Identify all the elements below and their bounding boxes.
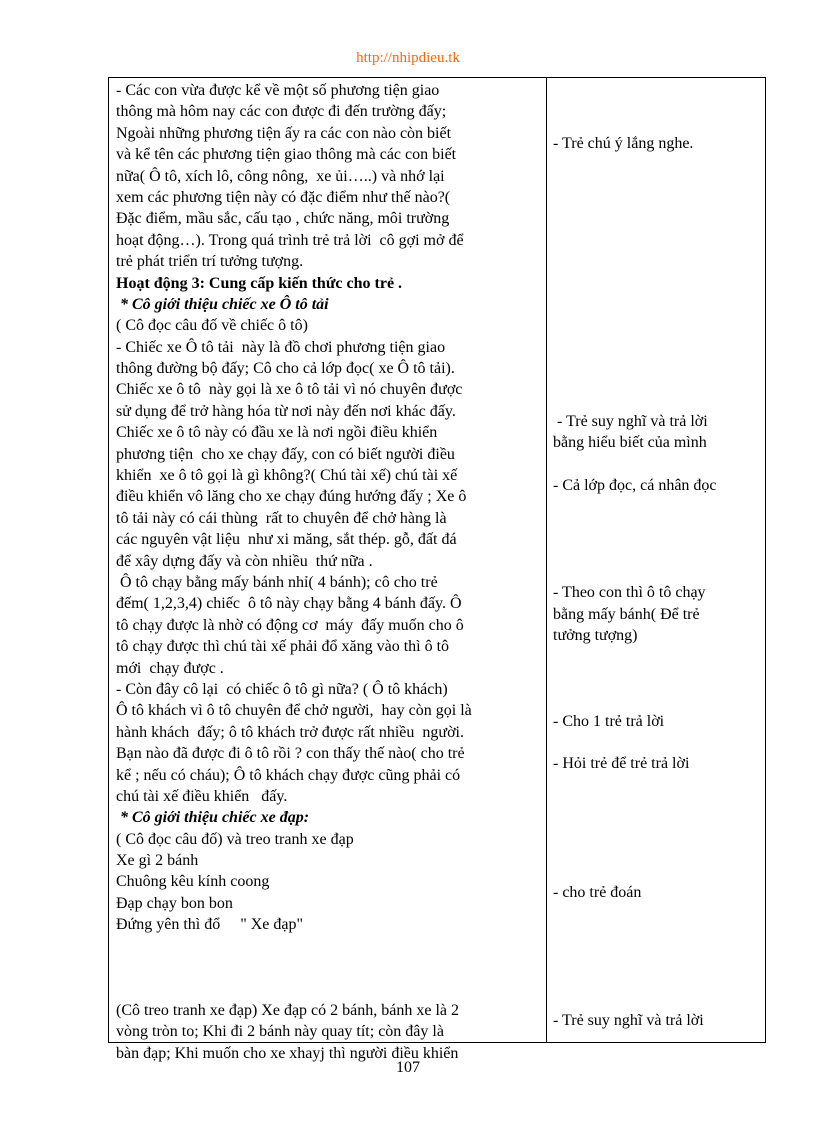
left-text-line: điều khiển vô lăng cho xe chạy đúng hướng đấy ; Xe ô <box>116 488 467 506</box>
left-text-line: và kể tên các phương tiện giao thông mà các con biết <box>116 146 457 164</box>
right-text-line: - cho trẻ đoán <box>553 883 642 901</box>
left-text-line: Chiếc xe ô tô này gọi là xe ô tô tải vì nó chuyên được <box>116 381 463 399</box>
right-text-line: - Trẻ chú ý lắng nghe. <box>553 134 694 152</box>
right-text-line: - Trẻ suy nghĩ và trả lời <box>553 1012 704 1030</box>
right-text-line: bằng mấy bánh( Để trẻ <box>553 605 700 623</box>
header-link[interactable]: http://nhipdieu.tk <box>356 50 460 66</box>
left-text-line: bàn đạp; Khi muốn cho xe xhayj thì người điều khiển <box>116 1044 459 1062</box>
right-text-line: tưởng tượng) <box>553 627 638 644</box>
left-text-line: tô chạy được thì chú tài xế phải đổ xăng vào thì ô tô <box>116 638 450 656</box>
left-text-line <box>116 936 548 957</box>
left-text-line: tô chạy được là nhờ có động cơ máy đấy muốn cho ô <box>116 616 464 634</box>
left-text-line: Chuông kêu kính coong <box>116 873 270 891</box>
left-text-line: hoạt động…). Trong quá trình trẻ trả lời cô gợi mở để <box>116 231 464 249</box>
left-text-line: * Cô giới thiệu chiếc xe đạp: <box>116 809 310 827</box>
right-text-line: bằng hiểu biết của mình <box>553 434 707 452</box>
left-text-line: * Cô giới thiệu chiếc xe Ô tô tải <box>116 295 329 313</box>
left-text-line: Bạn nào đã được đi ô tô rồi ? con thấy thế nào( cho trẻ <box>116 745 465 763</box>
left-text-line: Hoạt động 3: Cung cấp kiến thức cho trẻ . <box>116 274 403 292</box>
left-text-line: - Chiếc xe Ô tô tải này là đồ chơi phương tiện giao <box>116 338 446 356</box>
right-text-line: - Theo con thì ô tô chạy <box>553 584 706 602</box>
left-text-line <box>116 978 548 999</box>
left-text-line: mới chạy được . <box>116 659 224 677</box>
left-text-line: Chiếc xe ô tô này có đầu xe là nơi ngồi điều khiển <box>116 424 438 442</box>
left-text-line: trẻ phát triển trí tưởng tượng. <box>116 253 304 271</box>
left-text-line: chú tài xế điều khiển đấy. <box>116 787 288 805</box>
left-text-line: kể ; nếu có cháu); Ô tô khách chạy được cũng phải có <box>116 766 461 784</box>
left-text-line: nữa( Ô tô, xích lô, công nông, xe ủi…..) và nhớ lại <box>116 167 445 185</box>
left-text-line: các nguyên vật liệu như xi măng, sắt thép. gỗ, đất đá <box>116 531 457 549</box>
right-text-line: - Cả lớp đọc, cá nhân đọc <box>553 477 717 495</box>
left-text-line: thông đường bộ đấy; Cô cho cả lớp đọc( xe Ô tô tải). <box>116 360 455 378</box>
left-text-line: - Còn đây cô lại có chiếc ô tô gì nữa? ( Ô tô khách) <box>116 680 448 698</box>
right-text-line: - Cho 1 trẻ trả lời <box>553 712 665 730</box>
left-text-line: phương tiện cho xe chạy đấy, con có biết người điều <box>116 445 455 463</box>
left-text-line: Ô tô chạy bằng mấy bánh nhỉ( 4 bánh); cô cho trẻ <box>116 573 438 591</box>
right-text-line: - Trẻ suy nghĩ và trả lời <box>553 413 708 430</box>
left-text-line: vòng tròn to; Khi đi 2 bánh này quay tít; còn đây là <box>116 1023 444 1041</box>
left-text-line: Xe gì 2 bánh <box>116 852 199 870</box>
teacher-activity-column <box>116 80 548 1064</box>
left-text-line: Đạp chạy bon bon <box>116 894 233 912</box>
left-text-line: Ngoài những phương tiện ấy ra các con nào còn biết <box>116 124 452 142</box>
left-text-line: tô tải này có cái thùng rất to chuyên để chở hàng là <box>116 509 447 527</box>
right-text-line: - Hỏi trẻ để trẻ trả lời <box>553 755 690 773</box>
left-text-line: khiển xe ô tô gọi là gì không?( Chú tài xế) chú tài xế <box>116 467 458 485</box>
left-text-line <box>116 957 548 978</box>
lesson-table <box>108 77 766 1062</box>
left-text-line: hành khách đấy; ô tô khách trở được rất nhiều người. <box>116 723 464 741</box>
left-text-line: xem các phương tiện này có đặc điểm như thế nào?( <box>116 188 451 206</box>
left-text-line: sử dụng để trở hàng hóa từ nơi này đến nơi khác đấy. <box>116 402 456 420</box>
left-text-line: để xây dựng đấy và còn nhiều thứ nữa . <box>116 552 373 570</box>
left-text-line: Ô tô khách vì ô tô chuyên để chở người, hay còn gọi là <box>116 702 472 720</box>
left-text-line: (Cô treo tranh xe đạp) Xe đạp có 2 bánh, bánh xe là 2 <box>116 1001 459 1019</box>
left-text-line: ( Cô đọc câu đố) và treo tranh xe đạp <box>116 830 354 848</box>
left-text-line: - Các con vừa được kể về một số phương tiện giao <box>116 82 440 99</box>
page-number: 107 <box>396 1059 420 1076</box>
left-text-line: ( Cô đọc câu đố về chiếc ô tô) <box>116 317 308 335</box>
left-text-line: Đặc điểm, mầu sắc, cấu tạo , chức năng, môi trường <box>116 210 450 228</box>
left-text-line: đếm( 1,2,3,4) chiếc ô tô này chạy bằng 4 bánh đấy. Ô <box>116 595 462 613</box>
left-text-line: Đứng yên thì đổ " Xe đạp" <box>116 916 304 934</box>
left-text-line: thông mà hôm nay các con được đi đến trường đấy; <box>116 103 447 121</box>
